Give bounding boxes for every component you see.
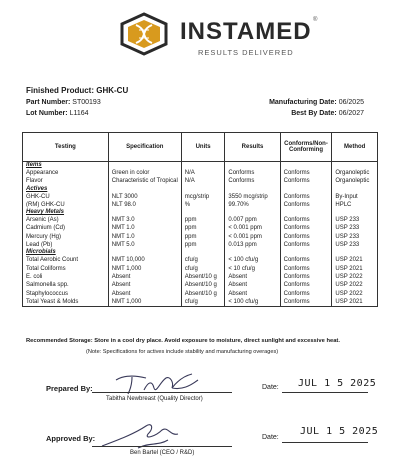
table-cell: E. coli	[23, 273, 109, 281]
table-cell: Conforms	[280, 298, 332, 307]
table-cell: (RM) GHK-CU	[23, 201, 109, 209]
table-row	[23, 290, 378, 298]
prepared-by-label: Prepared By:	[46, 384, 93, 393]
brand-tagline: RESULTS DELIVERED	[198, 48, 294, 57]
table-cell: USP 2022	[332, 290, 378, 298]
section-row	[23, 162, 378, 170]
table-cell: Flavor	[23, 177, 109, 185]
header-results: Results	[225, 133, 280, 162]
prepared-date: JUL 1 5 2025	[298, 378, 377, 389]
table-cell: Lead (Pb)	[23, 241, 109, 249]
table-cell: Conforms	[280, 233, 332, 241]
table-cell: Absent	[225, 290, 280, 298]
table-row	[23, 177, 378, 185]
finished-product: Finished Product: GHK-CU	[26, 86, 129, 95]
header-testing: Testing	[23, 133, 109, 162]
table-row	[23, 216, 378, 224]
header-specification: Specification	[108, 133, 181, 162]
table-cell: NMT 1.0	[108, 233, 181, 241]
table-cell: ppm	[181, 216, 225, 224]
table-cell: Absent/10 g	[181, 273, 225, 281]
section-row	[23, 186, 378, 193]
prepared-signature-line	[92, 392, 232, 393]
table-cell: Conforms	[225, 169, 280, 177]
prepared-date-label: Date:	[262, 384, 279, 391]
section-title: Microbials	[23, 249, 109, 256]
section-title: Heavy Metals	[23, 209, 109, 216]
table-cell: Salmonella spp.	[23, 281, 109, 289]
table-row	[23, 241, 378, 249]
approved-by-label: Approved By:	[46, 434, 96, 443]
table-cell: cfu/g	[181, 265, 225, 273]
table-row	[23, 224, 378, 232]
table-cell: Absent	[108, 281, 181, 289]
table-cell: Absent/10 g	[181, 290, 225, 298]
table-cell: USP 2022	[332, 273, 378, 281]
table-header-row	[23, 133, 378, 162]
specification-note: (Note: Specifications for actives include stability and manufacturing overages)	[86, 349, 279, 355]
table-cell: USP 233	[332, 233, 378, 241]
table-cell: NMT 10,000	[108, 256, 181, 264]
table-cell: Organoleptic	[332, 169, 378, 177]
table-cell: NLT 3000	[108, 193, 181, 201]
table-cell: Conforms	[280, 177, 332, 185]
table-cell: By-Input	[332, 193, 378, 201]
table-cell: 0.013 ppm	[225, 241, 280, 249]
table-cell: Mercury (Hg)	[23, 233, 109, 241]
approved-date: JUL 1 5 2025	[300, 426, 379, 437]
table-cell: Conforms	[280, 169, 332, 177]
table-cell: HPLC	[332, 201, 378, 209]
table-cell: Characteristic of Tropical	[108, 177, 181, 185]
table-cell: cfu/g	[181, 298, 225, 307]
approved-date-label: Date:	[262, 434, 279, 441]
section-row	[23, 249, 378, 256]
table-cell: Cadmium (Cd)	[23, 224, 109, 232]
table-cell: NMT 3.0	[108, 216, 181, 224]
table-cell: Conforms	[280, 273, 332, 281]
table-cell: Conforms	[280, 256, 332, 264]
table-cell: Appearance	[23, 169, 109, 177]
table-cell: N/A	[181, 177, 225, 185]
table-cell: ppm	[181, 233, 225, 241]
table-cell: mcg/strip	[181, 193, 225, 201]
test-results-table	[22, 132, 378, 307]
table-cell: NMT 1,000	[108, 298, 181, 307]
table-cell: USP 2022	[332, 281, 378, 289]
table-cell: Absent	[108, 273, 181, 281]
approved-date-line	[282, 442, 368, 443]
table-cell: Organoleptic	[332, 177, 378, 185]
table-cell: Conforms	[280, 265, 332, 273]
manufacturing-date: Manufacturing Date: 06/2025	[269, 99, 364, 106]
table-cell: ppm	[181, 224, 225, 232]
table-cell: 99.70%	[225, 201, 280, 209]
instamed-logo-icon	[118, 12, 170, 56]
section-row	[23, 209, 378, 216]
registered-mark: ®	[313, 17, 318, 23]
table-cell: Green in color	[108, 169, 181, 177]
table-cell: Conforms	[225, 177, 280, 185]
brand-logo	[118, 8, 318, 58]
approved-by-name: Ben Bartel (CEO / R&D)	[130, 450, 195, 456]
header-units: Units	[181, 133, 225, 162]
table-cell: Arsenic (As)	[23, 216, 109, 224]
table-cell: NMT 1,000	[108, 265, 181, 273]
approved-signature-line	[92, 446, 232, 447]
table-cell: USP 233	[332, 224, 378, 232]
table-cell: < 0.001 ppm	[225, 224, 280, 232]
table-row	[23, 273, 378, 281]
table-row	[23, 233, 378, 241]
storage-note: Recommended Storage: Store in a cool dry place. Avoid exposure to moisture, direct sunlight and excessive heat.	[26, 338, 340, 344]
table-cell: USP 233	[332, 216, 378, 224]
table-cell: Absent/10 g	[181, 281, 225, 289]
brand-name: INSTAMED	[180, 18, 312, 45]
table-row	[23, 281, 378, 289]
table-cell: Total Coliforms	[23, 265, 109, 273]
table-cell: Conforms	[280, 224, 332, 232]
section-title: Items	[23, 162, 109, 170]
table-row	[23, 265, 378, 273]
table-cell: NMT 1.0	[108, 224, 181, 232]
table-cell: USP 2021	[332, 298, 378, 307]
table-cell: Total Aerobic Count	[23, 256, 109, 264]
table-cell: N/A	[181, 169, 225, 177]
table-cell: ppm	[181, 241, 225, 249]
best-by-date: Best By Date: 06/2027	[291, 110, 364, 117]
table-cell: 0.007 ppm	[225, 216, 280, 224]
table-cell: Conforms	[280, 201, 332, 209]
table-cell: Conforms	[280, 281, 332, 289]
prepared-date-line	[282, 392, 368, 393]
table-cell: USP 2021	[332, 256, 378, 264]
table-cell: 3550 mcg/strip	[225, 193, 280, 201]
table-cell: Conforms	[280, 241, 332, 249]
table-cell: GHK-CU	[23, 193, 109, 201]
table-row	[23, 193, 378, 201]
table-cell: cfu/g	[181, 256, 225, 264]
table-cell: Absent	[108, 290, 181, 298]
table-cell: Conforms	[280, 216, 332, 224]
table-cell: USP 2021	[332, 265, 378, 273]
table-row	[23, 256, 378, 264]
table-cell: USP 233	[332, 241, 378, 249]
table-cell: NLT 98.0	[108, 201, 181, 209]
table-cell: < 10 cfu/g	[225, 265, 280, 273]
lot-number: Lot Number: L1164	[26, 110, 89, 117]
table-cell: Total Yeast & Molds	[23, 298, 109, 307]
section-title: Actives	[23, 186, 109, 193]
table-cell: < 100 cfu/g	[225, 298, 280, 307]
prepared-by-name: Tabitha Newbreast (Quality Director)	[106, 396, 203, 402]
header-conforms: Conforms/Non-Conforming	[280, 133, 332, 162]
table-cell: Absent	[225, 273, 280, 281]
table-cell: < 100 cfu/g	[225, 256, 280, 264]
part-number: Part Number: ST00193	[26, 99, 101, 106]
table-cell: NMT 5.0	[108, 241, 181, 249]
table-cell: Staphylococcus	[23, 290, 109, 298]
table-cell: < 0.001 ppm	[225, 233, 280, 241]
header-method: Method	[332, 133, 378, 162]
table-cell: Conforms	[280, 290, 332, 298]
table-cell: Absent	[225, 281, 280, 289]
table-row	[23, 201, 378, 209]
table-row	[23, 298, 378, 307]
table-cell: Conforms	[280, 193, 332, 201]
table-row	[23, 169, 378, 177]
table-cell: %	[181, 201, 225, 209]
product-name: GHK-CU	[96, 86, 129, 95]
